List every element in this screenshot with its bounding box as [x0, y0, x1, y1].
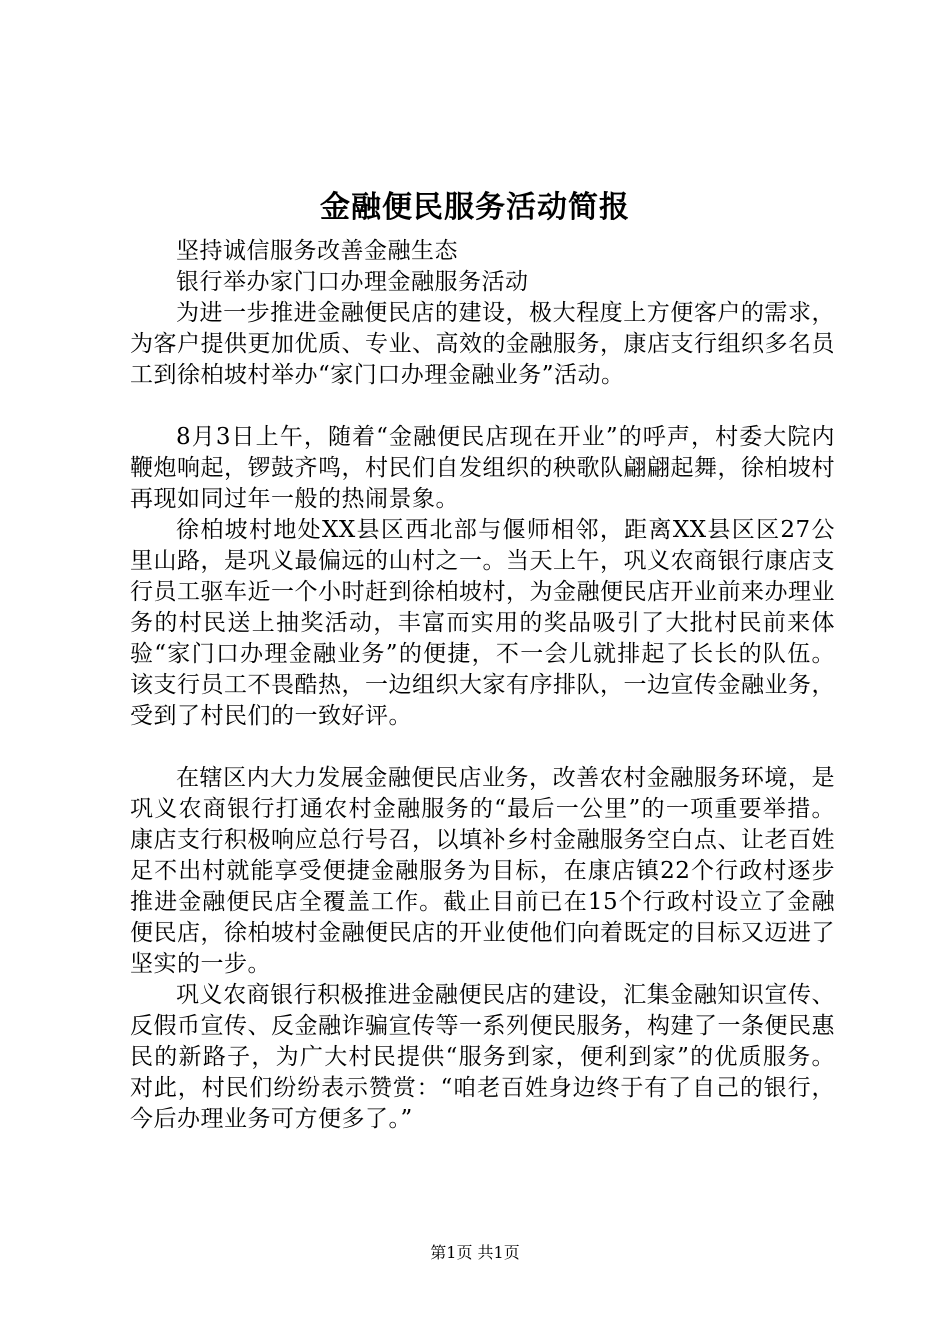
document-body — [130, 236, 835, 1135]
page-footer: 第1页 共1页 — [430, 1243, 520, 1262]
paragraph-conclusion: 巩义农商银行积极推进金融便民店的建设，汇集金融知识宣传、反假币宣传、反金融诈骗宣传等一系列便民服务，构建了一条便民惠民的新路子，为广大村民提供“服务到家，便利到家”的优质服务。对此，村民们纷纷表示赞赏：“咱老百姓身边终于有了自己的银行，今后办理业务可方便多了。” — [130, 982, 835, 1132]
subtitle-1: 坚持诚信服务改善金融生态 — [176, 238, 458, 264]
paragraph-development: 在辖区内大力发展金融便民店业务，改善农村金融服务环境，是巩义农商银行打通农村金融服务的“最后一公里”的一项重要举措。康店支行积极响应总行号召，以填补乡村金融服务空白点、让老百姓足不出村就能享受便捷金融服务为目标，在康店镇22个行政村逐步推进金融便民店全覆盖工作。截止目前已在15个行政村设立了金融便民店，徐柏坡村金融便民店的开业使他们向着既定的目标又迈进了坚实的一步。 — [130, 765, 835, 977]
paragraph-intro: 为进一步推进金融便民店的建设，极大程度上方便客户的需求，为客户提供更加优质、专业、高效的金融服务，康店支行组织多名员工到徐柏坡村举办“家门口办理金融业务”活动。 — [130, 300, 835, 388]
subtitle-2: 银行举办家门口办理金融服务活动 — [176, 269, 529, 295]
paragraph-village: 徐柏坡村地处XX县区西北部与偃师相邻，距离XX县区区27公里山路，是巩义最偏远的山村之一。当天上午，巩义农商银行康店支行员工驱车近一个小时赶到徐柏坡村，为金融便民店开业前来办理业务的村民送上抽奖活动，丰富而实用的奖品吸引了大批村民前来体验“家门口办理金融业务”的便捷，不一会儿就排起了长长的队伍。该支行员工不畏酷热，一边组织大家有序排队，一边宣传金融业务，受到了村民们的一致好评。 — [130, 517, 835, 729]
paragraph-gap — [130, 391, 835, 422]
paragraph-opening: 8月3日上午，随着“金融便民店现在开业”的呼声，村委大院内鞭炮响起，锣鼓齐鸣，村民们自发组织的秧歌队翩翩起舞，徐柏坡村再现如同过年一般的热闹景象。 — [130, 424, 835, 512]
paragraph-gap — [130, 732, 835, 763]
document-title: 金融便民服务活动简报 — [320, 190, 630, 225]
